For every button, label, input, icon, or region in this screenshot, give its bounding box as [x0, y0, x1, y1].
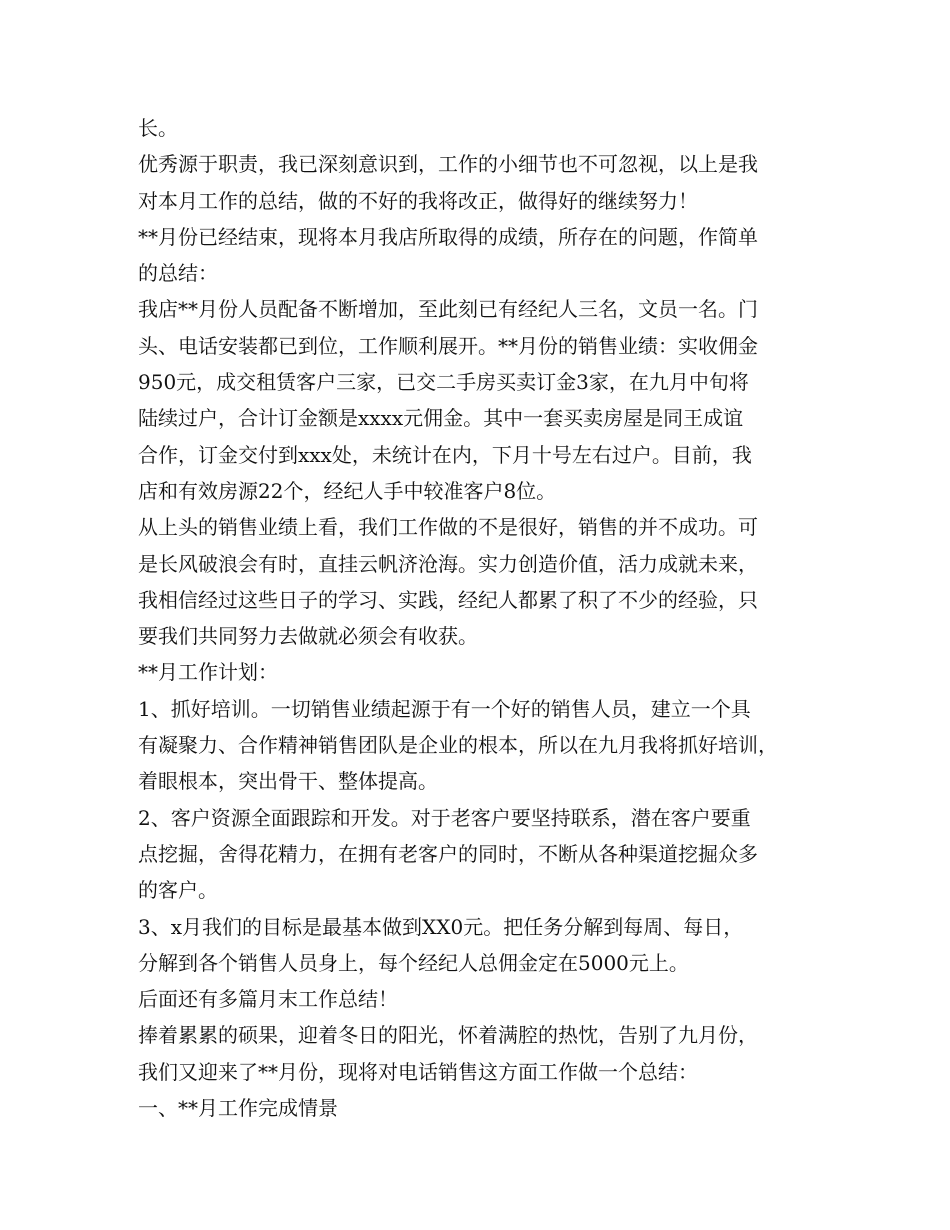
text-line: 合作，订金交付到xxx处，未统计在内，下月十号左右过户。目前，我	[138, 442, 752, 467]
text-line: 着眼根本，突出骨干、整体提高。	[138, 769, 438, 794]
text-line: **月份已经结束，现将本月我店所取得的成绩，所存在的问题，作简单	[138, 224, 758, 249]
text-line: 分解到各个销售人员身上，每个经纪人总佣金定在5000元上。	[138, 950, 689, 975]
text-line: 点挖掘，舍得花精力，在拥有老客户的同时，不断从各种渠道挖掘众多	[138, 841, 758, 866]
text-line: **月工作计划：	[138, 660, 278, 685]
text-line: 的客户。	[138, 878, 218, 903]
text-line: 2、客户资源全面跟踪和开发。对于老客户要坚持联系，潜在客户要重	[138, 805, 751, 830]
text-line: 捧着累累的硕果，迎着冬日的阳光，怀着满腔的热忱，告别了九月份，	[138, 1023, 758, 1048]
text-line: 头、电话安装都已到位，工作顺利展开。**月份的销售业绩：实收佣金	[138, 333, 758, 358]
text-line: 是长风破浪会有时，直挂云帆济沧海。实力创造价值，活力成就未来，	[138, 551, 758, 576]
text-line: 店和有效房源22个，经纪人手中较准客户8位。	[138, 478, 557, 503]
text-line: 3、x月我们的目标是最基本做到XX0元。把任务分解到每周、每日，	[138, 914, 744, 939]
text-line: 1、抓好培训。一切销售业绩起源于有一个好的销售人员，建立一个具	[138, 696, 751, 721]
text-line: 对本月工作的总结，做的不好的我将改正，做得好的继续努力！	[138, 188, 698, 213]
text-line: 优秀源于职责，我已深刻意识到，工作的小细节也不可忽视，以上是我	[138, 152, 758, 177]
document-body	[138, 110, 818, 1126]
text-line: 长。	[138, 116, 178, 140]
text-line: 一、**月工作完成情景	[138, 1096, 338, 1121]
text-line: 有凝聚力、合作精神销售团队是企业的根本，所以在九月我将抓好培训，	[138, 733, 778, 758]
text-line: 我们又迎来了**月份，现将对电话销售这方面工作做一个总结：	[138, 1059, 698, 1084]
text-line: 从上头的销售业绩上看，我们工作做的不是很好，销售的并不成功。可	[138, 515, 758, 540]
text-line: 我相信经过这些日子的学习、实践，经纪人都累了积了不少的经验，只	[138, 587, 758, 612]
text-line: 我店**月份人员配备不断增加，至此刻已有经纪人三名，文员一名。门	[138, 297, 758, 322]
text-line: 的总结：	[138, 261, 218, 286]
text-line: 陆续过户，合计订金额是xxxx元佣金。其中一套买卖房屋是同王成谊	[138, 406, 744, 431]
text-line: 要我们共同努力去做就必须会有收获。	[138, 624, 478, 649]
text-line: 后面还有多篇月末工作总结！	[138, 987, 398, 1012]
text-line: 950元，成交租赁客户三家，已交二手房买卖订金3家，在九月中旬将	[138, 370, 749, 395]
